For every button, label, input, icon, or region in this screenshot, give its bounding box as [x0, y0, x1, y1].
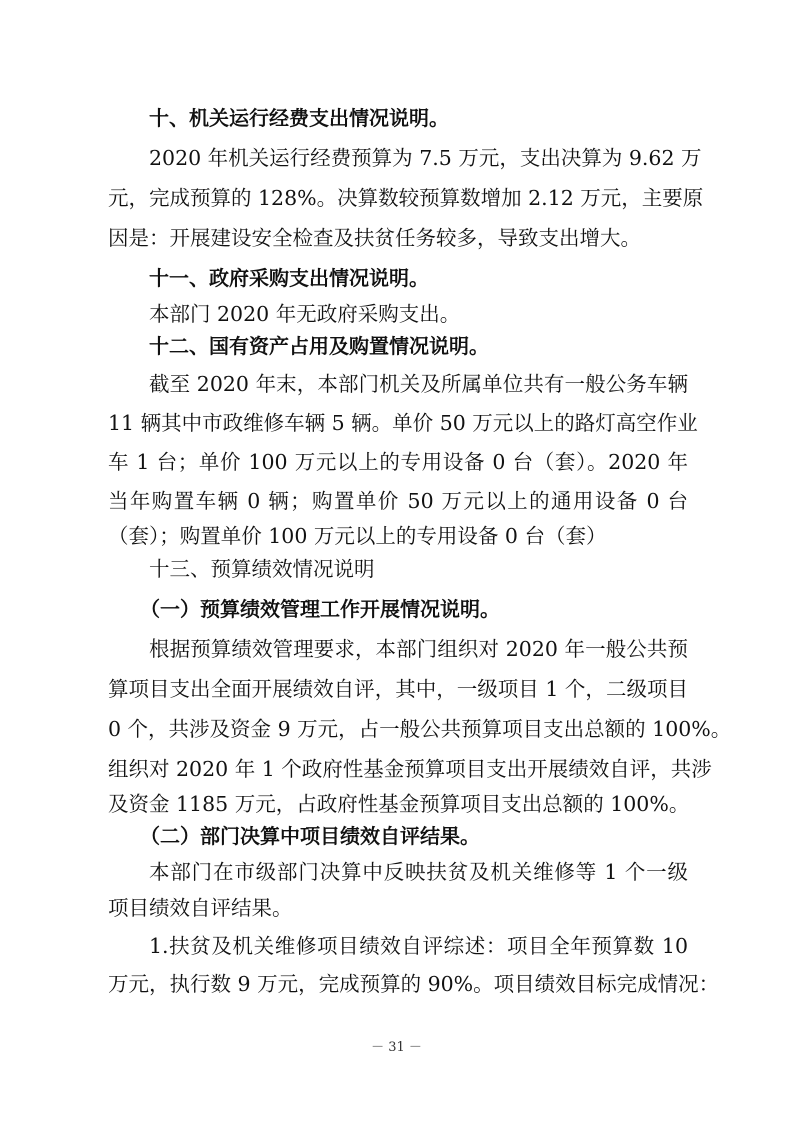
paragraph-line: 及资金 1185 万元，占政府性基金预算项目支出总额的 100%。 [108, 792, 690, 816]
page-number: － 31 － [371, 1040, 422, 1055]
section-heading-13: 十三、预算绩效情况说明 [149, 557, 375, 581]
section-heading-12: 十二、国有资产占用及购置情况说明。 [149, 334, 489, 358]
paragraph-line: 本部门 2020 年无政府采购支出。 [149, 302, 461, 326]
section-heading-10: 十、机关运行经费支出情况说明。 [149, 106, 449, 130]
section-heading-11: 十一、政府采购支出情况说明。 [149, 266, 429, 290]
paragraph-line: 2020 年机关运行经费预算为 7.5 万元，支出决算为 9.62 万 [149, 146, 702, 170]
paragraph-line: 车 1 台；单价 100 万元以上的专用设备 0 台（套）。2020 年 [108, 450, 688, 474]
paragraph-line: 根据预算绩效管理要求，本部门组织对 2020 年一般公共预 [149, 637, 688, 661]
paragraph-line: 元，完成预算的 128%。决算数较预算数增加 2.12 万元，主要原 [108, 186, 704, 210]
paragraph-line: 项目绩效自评结果。 [108, 896, 293, 920]
paragraph-line: 组织对 2020 年 1 个政府性基金预算项目支出开展绩效自评，共涉 [108, 757, 712, 781]
subsection-heading-2: （二）部门决算中项目绩效自评结果。 [140, 824, 480, 848]
paragraph-line: （套）；购置单价 100 万元以上的专用设备 0 台（套） [108, 524, 607, 548]
paragraph-line: 11 辆其中市政维修车辆 5 辆。单价 50 万元以上的路灯高空作业 [108, 411, 698, 435]
paragraph-line: 万元，执行数 9 万元，完成预算的 90%。项目绩效目标完成情况： [108, 972, 720, 996]
paragraph-line: 当年购置车辆 0 辆；购置单价 50 万元以上的通用设备 0 台 [108, 489, 688, 513]
paragraph-line: 0 个，共涉及资金 9 万元，占一般公共预算项目支出总额的 100%。 [108, 717, 732, 741]
paragraph-line: 因是：开展建设安全检查及扶贫任务较多，导致支出增大。 [108, 226, 641, 250]
paragraph-line: 算项目支出全面开展绩效自评，其中，一级项目 1 个，二级项目 [108, 677, 688, 701]
paragraph-line: 截至 2020 年末，本部门机关及所属单位共有一般公务车辆 [149, 372, 688, 396]
paragraph-line: 本部门在市级部门决算中反映扶贫及机关维修等 1 个一级 [149, 860, 688, 884]
subsection-heading-1: （一）预算绩效管理工作开展情况说明。 [140, 597, 500, 621]
paragraph-line: 1.扶贫及机关维修项目绩效自评综述：项目全年预算数 10 [149, 934, 688, 958]
